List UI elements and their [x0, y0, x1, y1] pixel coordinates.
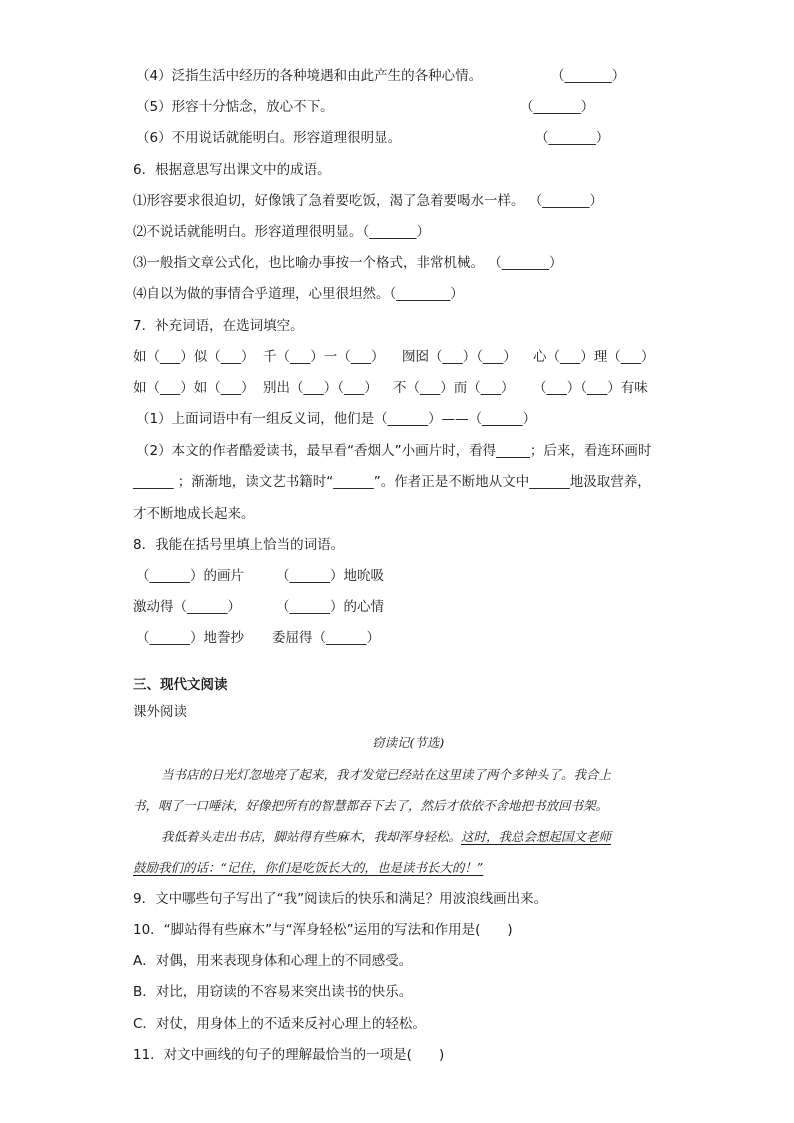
q8-row1-item-1[interactable]: （______）的画片 — [136, 568, 244, 584]
q5-item-4-answer[interactable]: （_______） — [551, 68, 626, 84]
passage-underlined-sentence-part-1: 这时，我总会想起国文老师 — [461, 829, 612, 844]
q7-row1-idiom-3[interactable]: 囫囵（___）（___） — [402, 349, 517, 365]
q6-item-1: ⑴形容要求很迫切，好像饿了急着要吃饭，渴了急着要喝水一样。 （_______） — [133, 193, 604, 209]
q5-item-4: （4）泛指生活中经历的各种境遇和由此产生的各种心情。 — [136, 68, 483, 84]
q8-row3-item-2[interactable]: 委屈得（______） — [272, 630, 380, 646]
q6-item-3: ⑶一般指文章公式化，也比喻办事按一个格式，非常机械。 （_______） — [133, 255, 563, 271]
q10-option-c[interactable]: C．对仗，用身体上的不适来反衬心理上的轻松。 — [133, 1016, 426, 1032]
q6-item-4: ⑷自以为做的事情合乎道理，心里很坦然。（________） — [133, 286, 464, 302]
q8-title: 8．我能在括号里填上恰当的词语。 — [133, 537, 345, 553]
section-3-subheading: 课外阅读 — [133, 704, 187, 720]
q6-item-2: ⑵不说话就能明白。形容道理很明显。（_______） — [133, 224, 430, 240]
q7-sub-2-line-1: （2）本文的作者酷爱读书，最早看“香烟人”小画片时，看得_____；后来，看连环画时 — [136, 443, 652, 459]
passage-underlined-sentence-part-2: 鼓励我们的话：“记住，你们是吃饭长大的，也是读书长大的！” — [133, 860, 484, 875]
q6-title: 6．根据意思写出课文中的成语。 — [133, 162, 331, 178]
q8-row2-item-1[interactable]: 激动得（______） — [133, 599, 241, 615]
q7-row2-idiom-3[interactable]: 不（___）而（___） — [393, 380, 515, 396]
q8-row2-item-2[interactable]: （______）的心情 — [276, 599, 384, 615]
passage-para-2-line-2 — [133, 859, 483, 877]
q7-sub-2-line-2: ______ ；渐渐地，读文艺书籍时“______”。作者正是不断地从文中______地汲取营养， — [133, 474, 651, 490]
q7-row2-idiom-1[interactable]: 如（___）如（___） — [133, 380, 255, 396]
passage-para-2-line-1 — [161, 828, 611, 846]
q10-option-b[interactable]: B．对比，用窃读的不容易来突出读书的快乐。 — [133, 984, 413, 1000]
q5-item-5: （5）形容十分惦念，放心不下。 — [136, 99, 334, 115]
q5-item-6: （6）不用说话就能明白。形容道理很明显。 — [136, 130, 402, 146]
q7-row1-idiom-4[interactable]: 心（___）理（___） — [533, 349, 655, 365]
q7-sub-1: （1）上面词语中有一组反义词，他们是（______）——（______） — [136, 411, 537, 427]
q11-title: 11．对文中画线的句子的理解最恰当的一项是( ) — [133, 1047, 445, 1063]
passage-para-1-line-2: 书，咽了一口唾沫，好像把所有的智慧都吞下去了，然后才依依不舍地把书放回书架。 — [133, 798, 609, 813]
q5-item-5-answer[interactable]: （_______） — [520, 99, 595, 115]
q10-option-a[interactable]: A．对偶，用来表现身体和心理上的不同感受。 — [133, 953, 413, 969]
q7-row2-idiom-4[interactable]: （___）（___）有味 — [533, 380, 648, 396]
q8-row3-item-1[interactable]: （______）地誊抄 — [136, 630, 244, 646]
q9: 9．文中哪些句子写出了“我”阅读后的快乐和满足？用波浪线画出来。 — [133, 891, 548, 907]
q7-row2-idiom-2[interactable]: 别出（___）（___） — [263, 380, 378, 396]
section-3-heading: 三、现代文阅读 — [133, 677, 228, 693]
q7-row1-idiom-1[interactable]: 如（___）似（___） — [133, 349, 255, 365]
q7-row1-idiom-2[interactable]: 千（___）一（___） — [263, 349, 385, 365]
passage-title: 窃读记(节选) — [372, 735, 445, 750]
passage-para-2-plain: 我低着头走出书店，脚站得有些麻木，我却浑身轻松。 — [161, 829, 462, 844]
q7-sub-2-line-3: 才不断地成长起来。 — [133, 506, 255, 522]
q10-title: 10．“脚站得有些麻木”与“浑身轻松”运用的写法和作用是( ) — [133, 922, 513, 938]
q7-title: 7．补充词语，在选词填空。 — [133, 318, 304, 334]
q5-item-6-answer[interactable]: （_______） — [535, 130, 610, 146]
q8-row1-item-2[interactable]: （______）地吮吸 — [276, 568, 384, 584]
passage-para-1-line-1: 当书店的日光灯忽地亮了起来，我才发觉已经站在这里读了两个多钟头了。我合上 — [161, 767, 612, 782]
